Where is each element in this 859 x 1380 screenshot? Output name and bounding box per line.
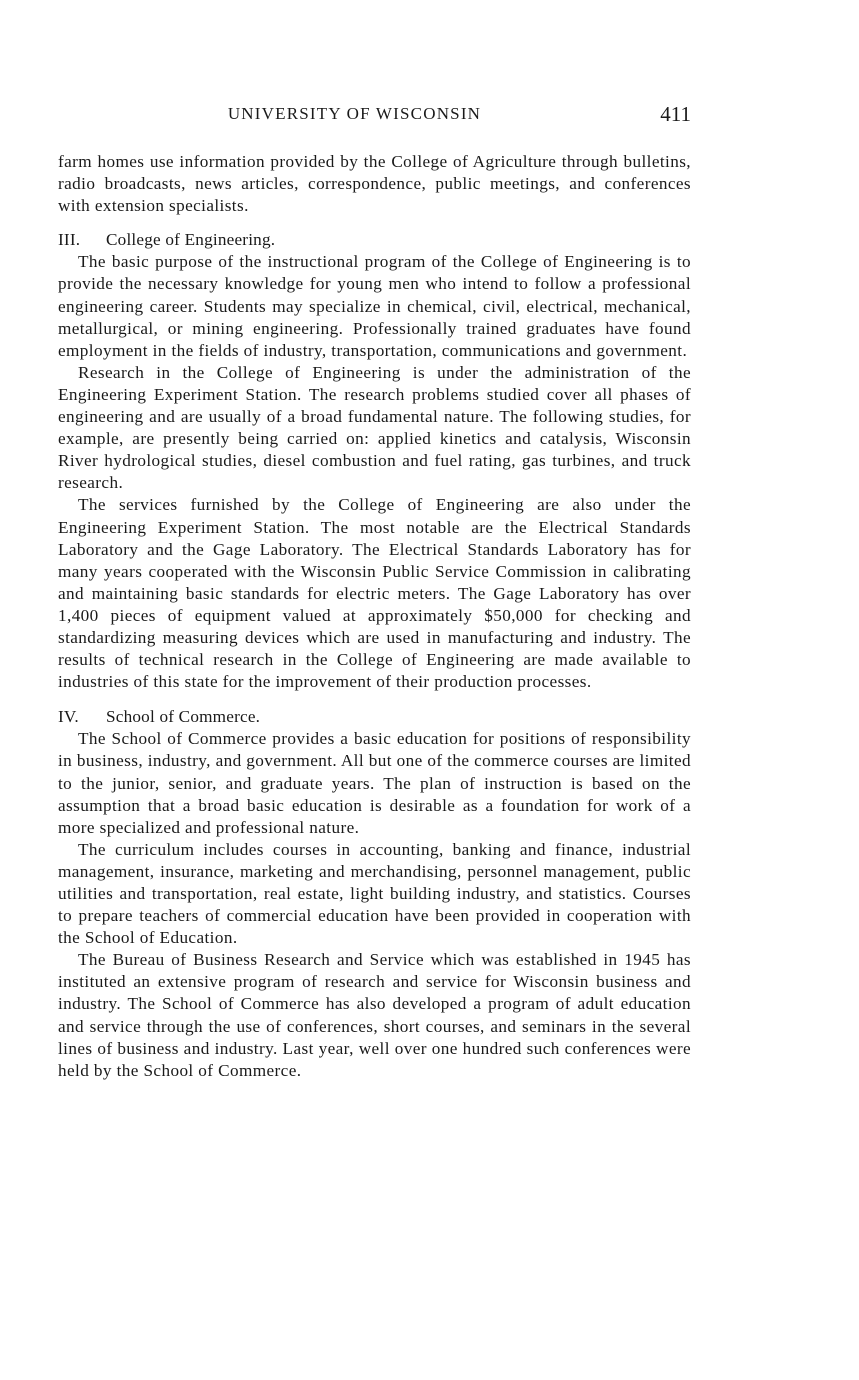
- running-head: UNIVERSITY OF WISCONSIN: [227, 104, 482, 123]
- commerce-paragraph-bureau: The Bureau of Business Research and Service which was established in 1945 has instituted an extensive program of research and service for Wisconsin business and industry. The School of Commerce has also developed a program of adult education and service through the use of conferences, short courses, and seminars in the several lines of business and industry. Last year, well over one hundred such conferences were held by the School of Commerce.: [58, 950, 691, 1080]
- engineering-paragraph-services: The services furnished by the College of Engineering are also under the Engineering Experiment Station. The most notable are the Electrical Standards Laboratory and the Gage Laboratory. The Electrical Standards Laboratory has for many years cooperated with the Wisconsin Public Service Commission in calibrating and maintaining basic standards for electric meters. The Gage Laboratory has over 1,400 pieces of equipment valued at approximately $50,000 for checking and standardizing measuring devices which are used in manufacturing and industry. The results of technical research in the College of Engineering are made available to industries of this state for the improvement of their production processes.: [58, 495, 691, 692]
- section-heading-commerce: [58, 706, 691, 728]
- section-number: III.: [58, 230, 81, 250]
- section-title: School of Commerce.: [106, 707, 261, 727]
- page-header: [58, 100, 691, 132]
- section-heading-engineering: [58, 229, 691, 251]
- document-page: [58, 100, 691, 1082]
- section-number: IV.: [58, 707, 79, 727]
- intro-paragraph: farm homes use information provided by the College of Agriculture through bulletins, radio broadcasts, news articles, correspondence, public meetings, and conferences with extension specialists.: [58, 152, 691, 216]
- commerce-paragraph-curriculum: The curriculum includes courses in accounting, banking and finance, industrial management, insurance, marketing and merchandising, personnel management, public utilities and transportation, real estate, light building industry, and statistics. Courses to prepare teachers of commercial education have been provided in cooperation with the School of Education.: [58, 839, 691, 948]
- engineering-paragraph-purpose: The basic purpose of the instructional program of the College of Engineering is to provide the necessary knowledge for young men who intend to follow a professional engineering career. Students may specialize in chemical, civil, electrical, mechanical, metallurgical, or mining engineering. Professionally trained graduates have found employment in the fields of industry, transportation, communications and government.: [58, 252, 691, 360]
- commerce-paragraph-overview: The School of Commerce provides a basic education for positions of responsibility in business, industry, and government. All but one of the commerce courses are limited to the junior, senior, and graduate years. The plan of instruction is based on the assumption that a broad basic education is desirable as a foundation for work of a more specialized and professional nature.: [58, 729, 691, 837]
- page-number: 411: [660, 102, 691, 126]
- engineering-paragraph-research: Research in the College of Engineering is under the administration of the Engineering Experiment Station. The research problems studied cover all phases of engineering and are usually of a broad fundamental nature. The following studies, for example, are presently being carried on: applied kinetics and catalysis, Wisconsin River hydrological studies, diesel combustion and fuel rating, gas turbines, and truck research.: [58, 362, 691, 493]
- section-title: College of Engineering.: [106, 230, 276, 250]
